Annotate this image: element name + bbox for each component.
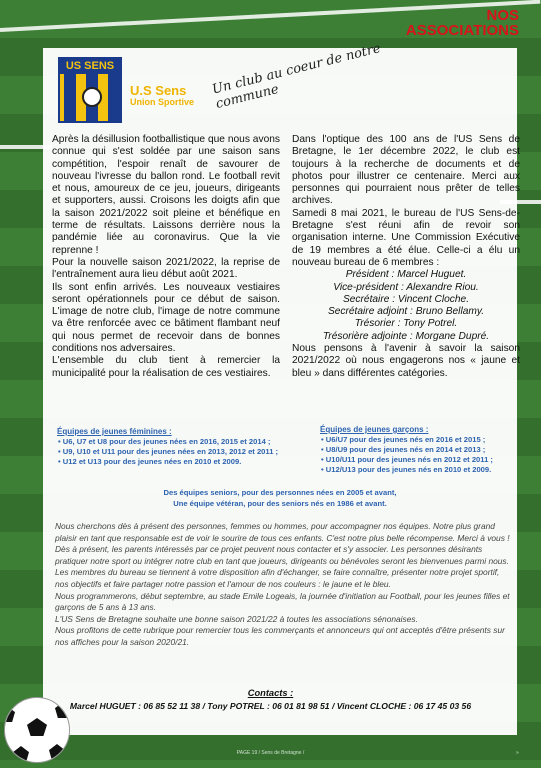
list-item: • U10/U11 pour des jeunes nés en 2012 et 2011 ; xyxy=(321,455,521,465)
logo-stripe xyxy=(108,74,120,123)
club-name: U.S Sens xyxy=(130,83,187,98)
article-right-column xyxy=(292,134,520,380)
logo-text: US SENS xyxy=(60,59,120,74)
club-slogan: Un club au coeur de notre commune xyxy=(210,41,383,112)
bureau-member: Trésorier : Tony Potrel. xyxy=(354,318,458,330)
list-item: • U6, U7 et U8 pour des jeunes nées en 2016, 2015 et 2014 ; xyxy=(58,437,318,447)
paragraph: Nous programmerons, début septembre, au stade Emile Logeais, la journée d'initiation au Football, pour les jeunes filles et garçons de 5 ans à 13 ans. xyxy=(55,590,510,613)
paragraph: L'US Sens de Bretagne souhaite une bonne saison 2021/22 à toutes les associations sénonaises. xyxy=(55,613,418,624)
list-item: • U12 et U13 pour des jeunes nées en 2010 et 2009. xyxy=(58,457,318,467)
seniors-teams: Des équipes seniors, pour des personnes nées en 2005 et avant, Une équipe vétéran, pour des seniors nés en 1986 et avant. xyxy=(163,488,397,508)
bureau-member: Vice-président : Alexandre Riou. xyxy=(333,281,479,293)
list-item: • U9, U10 et U11 pour des jeunes nées en 2013, 2012 et 2011 ; xyxy=(58,447,318,457)
club-subtitle: Union Sportive xyxy=(130,97,195,107)
list-item: • U8/U9 pour des jeunes nés en 2014 et 2013 ; xyxy=(321,445,521,455)
logo-stripe xyxy=(64,74,76,123)
bureau-member: Secrétaire adjoint : Bruno Bellamy. xyxy=(327,306,485,318)
bureau-member: Secrétaire : Vincent Cloche. xyxy=(342,293,470,305)
paragraph: L'ensemble du club tient à remercier la municipalité pour la réalisation de ces vestiaires. xyxy=(52,355,280,379)
teams-male-list xyxy=(321,435,521,475)
article-left-column xyxy=(52,134,280,380)
page-footer: PAGE 19 / Sens de Bretagne / xyxy=(236,750,305,756)
teams-female-list xyxy=(58,437,318,467)
closing-text xyxy=(55,521,515,649)
paragraph: Nous pensons à l'avenir à savoir la saison 2021/2022 où nous engagerons nos « jaune et bleu » dans différentes catégories. xyxy=(292,343,520,379)
contacts-line: Marcel HUGUET : 06 85 52 11 38 / Tony POTREL : 06 01 81 98 51 / Vincent CLOCHE : 06 17 45 03 56 xyxy=(69,701,472,711)
paragraph: Ils sont enfin arrivés. Les nouveaux vestiaires seront opérationnels pour ce début de saison. L'image de notre club, l'image de notre commune va être renforcée avec ce bâtiment flambant neuf qui nous permet de recevoir dans de bonnes conditions nos adversaires. xyxy=(52,281,280,355)
contacts-title: Contacts : xyxy=(247,688,294,698)
teams-male-title: Équipes de jeunes garçons : xyxy=(320,425,429,434)
teams-female-title: Équipes de jeunes féminines : xyxy=(57,427,172,436)
paragraph: Après la désillusion footballistique que nous avons connue qui s'est soldée par une saison sans compétition, l'espoir renaît de savourer de nouveau l'ivresse du ballon rond. Le football revit et nous, amoureux de ce jeu, joueurs, dirigeants et supporters, aussi. Croisons les doigts afin que la saison 2021/2022 soit pleine et bénéfique en terme de résultats. Laissons derrière nous la pandémie liée au coronavirus. Que la vie reprenne ! xyxy=(52,134,280,256)
bureau-member: Président : Marcel Huguet. xyxy=(345,269,467,281)
section-title: NOS ASSOCIATIONS xyxy=(405,7,519,39)
logo-ball-icon xyxy=(82,87,102,107)
paragraph: Samedi 8 mai 2021, le bureau de l'US Sens-de-Bretagne s'est réuni afin de revoir son organisation interne. Une Commission Exécutive de 19 membres a été élue. Celle-ci a élu un nouveau bureau de 6 membres : xyxy=(292,207,520,268)
list-item: • U6/U7 pour des jeunes nés en 2016 et 2015 ; xyxy=(321,435,521,445)
paragraph: Nous profitons de cette rubrique pour remercier tous les commerçants et annonceurs qui ont acceptés d'être présents sur nos affiches pour la saison 2020/21. xyxy=(55,625,505,647)
bureau-member: Trésorière adjointe : Morgane Dupré. xyxy=(322,330,490,342)
club-logo xyxy=(58,57,122,123)
paragraph: Pour la nouvelle saison 2021/2022, la reprise de l'entraînement aura lieu début août 2021. xyxy=(52,256,280,281)
paragraph: Dès à présent, les parents intéressés par ce projet peuvent nous contacter et s'y associer. Les personnes désirants pratiquer notre sport ou intégrer notre club en tant que joueurs, dirigeants ou bénévoles seront les bienvenues parmi nous. Les membres du bureau se tiennent à votre disposition afin d'échanger, se faire connaître, présenter notre projet sportif, nos objectifs et faire partager notre passion et l'amour de nos couleurs : le jaune et le bleu. xyxy=(55,544,509,589)
footer-mark: » xyxy=(516,750,519,756)
paragraph: Dans l'optique des 100 ans de l'US Sens de Bretagne, le 1er décembre 2022, le club est toujours à la recherche de documents et de photos pour illustrer ce centenaire. Merci aux personnes qui pourraient nous prêter de telles archives. xyxy=(292,134,520,207)
list-item: • U12/U13 pour des jeunes nés en 2010 et 2009. xyxy=(321,465,521,475)
paragraph: Nous cherchons dès à présent des personnes, femmes ou hommes, pour accompagner nos équipes. Notre plus grand plaisir en tant que responsable est de voir le sourire de tous ces enfants. C'est notre plus belle récompense. Merci à vous ! xyxy=(55,521,510,543)
